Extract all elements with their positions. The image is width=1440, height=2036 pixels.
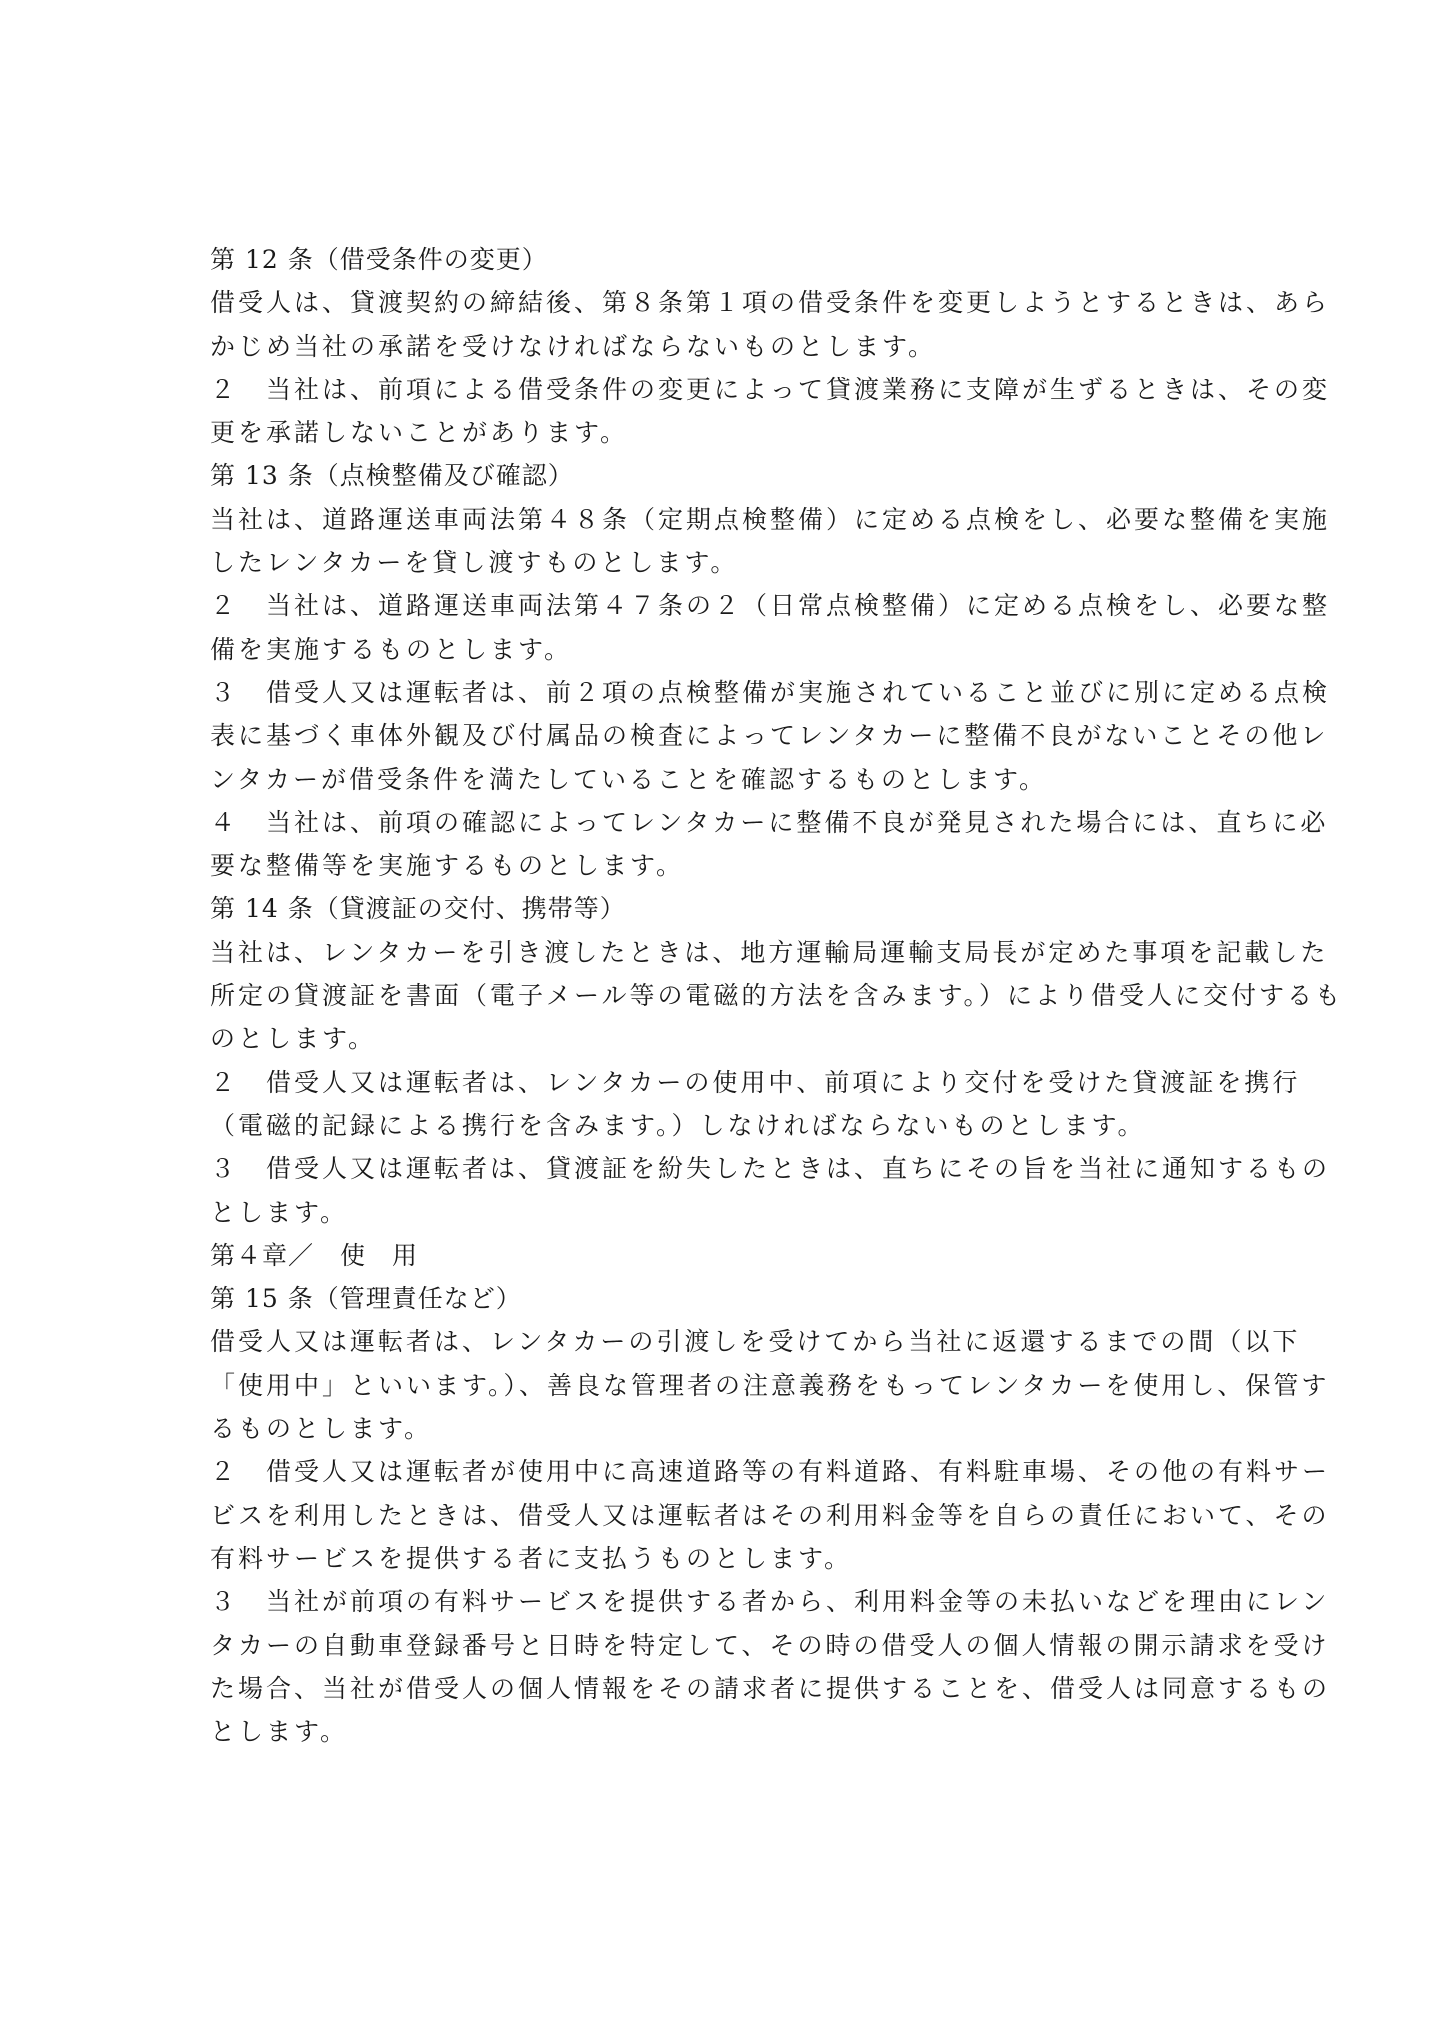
text-line: （電磁的記録による携行を含みます。）しなければならないものとします。 <box>210 1110 1146 1140</box>
text-line: た場合、当社が借受人の個人情報をその請求者に提供することを、借受人は同意するもの <box>210 1673 1331 1703</box>
text-line: ２ 借受人又は運転者は、レンタカーの使用中、前項により交付を受けた貸渡証を携行 <box>210 1067 1301 1097</box>
article-heading: 第 14 条（貸渡証の交付、携帯等） <box>210 894 626 924</box>
text-line: ２ 当社は、道路運送車両法第４７条の２（日常点検整備）に定める点検をし、必要な整 <box>210 591 1331 621</box>
text-line: かじめ当社の承諾を受けなければならないものとします。 <box>210 331 937 361</box>
article-heading: 第 13 条（点検整備及び確認） <box>210 461 574 491</box>
article-heading: 第４章／ 使 用 <box>210 1240 419 1270</box>
text-line: 借受人又は運転者は、レンタカーの引渡しを受けてから当社に返還するまでの間（以下 <box>210 1327 1301 1357</box>
text-line: ンタカーが借受条件を満たしていることを確認するものとします。 <box>210 764 1048 794</box>
text-line: るものとします。 <box>210 1414 433 1444</box>
document-page <box>210 238 1344 1753</box>
text-line: ３ 借受人又は運転者は、貸渡証を紛失したときは、直ちにその旨を当社に通知するもの <box>210 1154 1331 1184</box>
text-line: 要な整備等を実施するものとします。 <box>210 851 685 881</box>
article-heading: 第 12 条（借受条件の変更） <box>210 245 548 274</box>
text-line: 有料サービスを提供する者に支払うものとします。 <box>210 1543 853 1573</box>
text-line: 表に基づく車体外観及び付属品の検査によってレンタカーに整備不良がないことその他レ <box>210 721 1329 751</box>
text-line: 「使用中」といいます。）、善良な管理者の注意義務をもってレンタカーを使用し、保管す <box>210 1370 1330 1400</box>
text-line: したレンタカーを貸し渡すものとします。 <box>210 548 739 578</box>
text-line: とします。 <box>210 1717 349 1747</box>
text-line: とします。 <box>210 1197 349 1227</box>
text-line: ２ 当社は、前項による借受条件の変更によって貸渡業務に支障が生ずるときは、その変 <box>210 374 1331 404</box>
text-line: ビスを利用したときは、借受人又は運転者はその利用料金等を自らの責任において、その <box>210 1500 1330 1530</box>
article-heading: 第 15 条（管理責任など） <box>210 1284 522 1314</box>
text-line: ３ 借受人又は運転者は、前２項の点検整備が実施されていること並びに別に定める点検 <box>210 677 1331 707</box>
text-line: ３ 当社が前項の有料サービスを提供する者から、利用料金等の未払いなどを理由にレン <box>210 1587 1330 1617</box>
text-line: 更を承諾しないことがあります。 <box>210 418 629 448</box>
text-line: ２ 借受人又は運転者が使用中に高速道路等の有料道路、有料駐車場、その他の有料サー <box>210 1457 1331 1487</box>
text-line: 備を実施するものとします。 <box>210 634 573 664</box>
text-line: 所定の貸渡証を書面（電子メール等の電磁的方法を含みます。）により借受人に交付するも <box>210 981 1344 1011</box>
text-line: ４ 当社は、前項の確認によってレンタカーに整備不良が発見された場合には、直ちに必 <box>210 807 1329 837</box>
text-line: のとします。 <box>210 1024 377 1054</box>
text-line: 借受人は、貸渡契約の締結後、第８条第１項の借受条件を変更しようとするときは、あら <box>210 288 1331 318</box>
text-line: 当社は、レンタカーを引き渡したときは、地方運輸局運輸支局長が定めた事項を記載した <box>210 937 1329 967</box>
text-line: タカーの自動車登録番号と日時を特定して、その時の借受人の個人情報の開示請求を受け <box>210 1630 1330 1660</box>
text-line: 当社は、道路運送車両法第４８条（定期点検整備）に定める点検をし、必要な整備を実施 <box>210 504 1331 534</box>
